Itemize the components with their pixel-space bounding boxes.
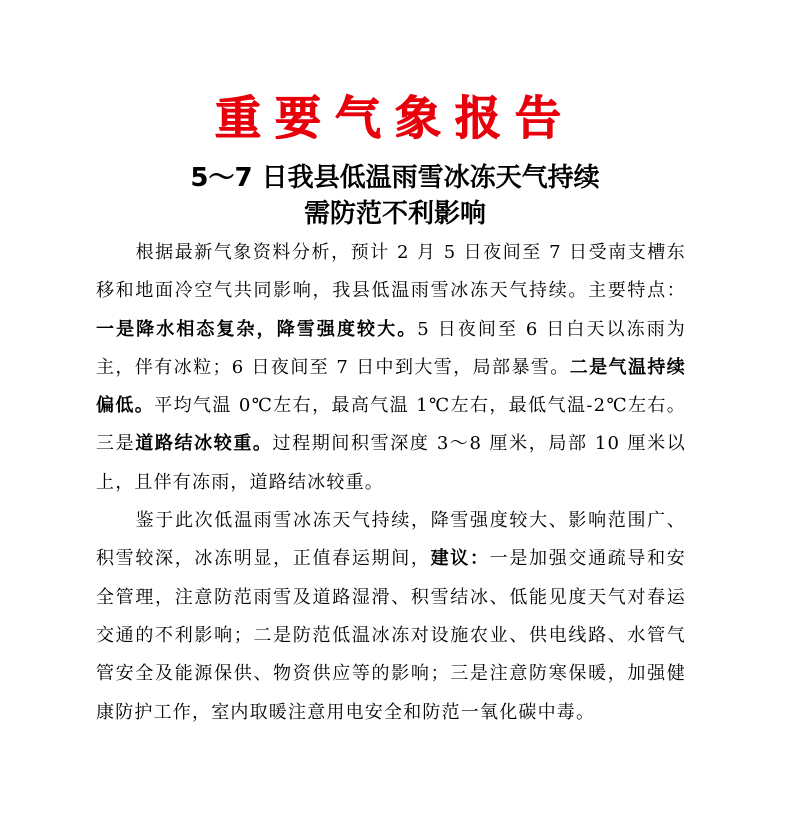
forecast-text-2: 5 日夜间至 6 日白天以冻雨为主，伴有冰粒；6 日夜间至 7 日中到大雪，局部暴雪。 [96, 318, 686, 378]
forecast-text-3: 平均气温 0℃左右，最高气温 1℃左右，最低气温-2℃左右。三是 [96, 395, 686, 455]
advice-text-2: 一是加强交通疏导和安全管理，注意防范雨雪及道路湿滑、积雪结冰、低能见度天气对春运交通的不利影响；二是防范低温冰冻对设施农业、供电线路、水管气管安全及能源保供、物资供应等的影响；三是注意防寒保暖，加强健康防护工作，室内取暖注意用电安全和防范一氧化碳中毒。 [96, 548, 686, 723]
advice-heading: 建议： [430, 548, 490, 570]
feature-1-heading: 一是降水相态复杂，降雪强度较大。 [96, 318, 418, 340]
masthead-title: 重要气象报告 [215, 91, 575, 145]
forecast-text-4: 过程期间积雪深度 3～8 厘米，局部 10 厘米以上，且伴有冻雨，道路结冰较重。 [96, 433, 686, 493]
paragraph-forecast [96, 234, 686, 502]
forecast-text-1: 根据最新气象资料分析，预计 2 月 5 日夜间至 7 日受南支槽东移和地面冷空气共同影响，我县低温雨雪冰冻天气持续。主要特点： [96, 242, 686, 302]
paragraph-advice [96, 502, 686, 732]
report-body [96, 234, 686, 732]
headline-line-1: 5～7 日我县低温雨雪冰冻天气持续 [190, 163, 600, 193]
feature-3-heading: 道路结冰较重。 [135, 433, 273, 455]
feature-2-heading: 二是气温持续偏低。 [96, 356, 687, 417]
headline-line-2: 需防范不利影响 [303, 199, 486, 229]
advice-text-1: 鉴于此次低温雨雪冰冻天气持续，降雪强度较大、影响范围广、积雪较深，冰冻明显，正值春运期间， [96, 510, 686, 570]
